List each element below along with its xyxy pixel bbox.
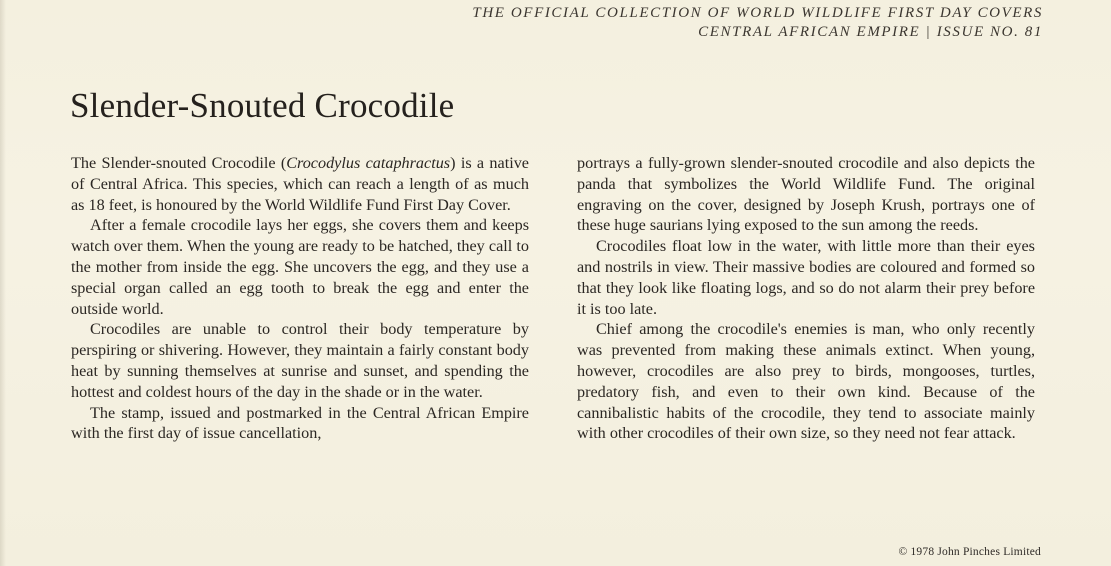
paragraph-eggs: After a female crocodile lays her eggs, she covers them and keeps watch over them. When the young are ready to be hatched, they call to the mother from inside the egg. She uncovers the egg, and they use a special organ called an egg tooth to break the egg and enter the outside world. <box>71 216 529 318</box>
paragraph-floating: Crocodiles float low in the water, with little more than their eyes and nostrils in view. Their massive bodies are coloured and formed so that they look like floating logs, and so do not alarm their prey before it is too late. <box>577 237 1035 318</box>
paragraph-temperature: Crocodiles are unable to control their body temperature by perspiring or shivering. However, they maintain a fairly constant body heat by sunning themselves at sunrise and sunset, and spending the hottest and coldest hours of the day in the shade or in the water. <box>71 320 529 401</box>
paragraph-stamp-start: The stamp, issued and postmarked in the Central African Empire with the first day of issue cancellation, <box>71 403 529 443</box>
paragraph-stamp-continued: portrays a fully-grown slender-snouted crocodile and also depicts the panda that symbolizes the World Wildlife Fund. The original engraving on the cover, designed by Joseph Krush, portrays one of these huge saurians lying exposed to the sun among the reeds. <box>577 154 1035 235</box>
paragraph-enemies: Chief among the crocodile's enemies is man, who only recently was prevented from making these animals extinct. When young, however, crocodiles are also prey to birds, mongooses, turtles, predatory fish, and even to their own kind. Because of the cannibalistic habits of the crocodile, they tend to associate mainly with other crocodiles of their own size, so they need not fear attack. <box>577 320 1035 443</box>
collection-header <box>472 4 1043 42</box>
page-edge-shadow <box>0 0 6 566</box>
page-title: Slender-Snouted Crocodile <box>70 86 455 125</box>
text-column-left <box>71 153 529 444</box>
copyright-notice: © 1978 John Pinches Limited <box>898 546 1041 558</box>
text-column-right <box>577 153 1035 444</box>
paragraph-intro: The Slender-snouted Crocodile (Crocodylus cataphractus) is a native of Central Africa. This species, which can reach a length of as much as 18 feet, is honoured by the World Wildlife Fund First Day Cover. <box>71 154 529 214</box>
collection-title: THE OFFICIAL COLLECTION OF WORLD WILDLIFE FIRST DAY COVERS <box>472 5 1043 21</box>
species-name: Crocodylus cataphractus <box>286 154 451 172</box>
issue-line: CENTRAL AFRICAN EMPIRE | ISSUE NO. 81 <box>698 24 1043 40</box>
